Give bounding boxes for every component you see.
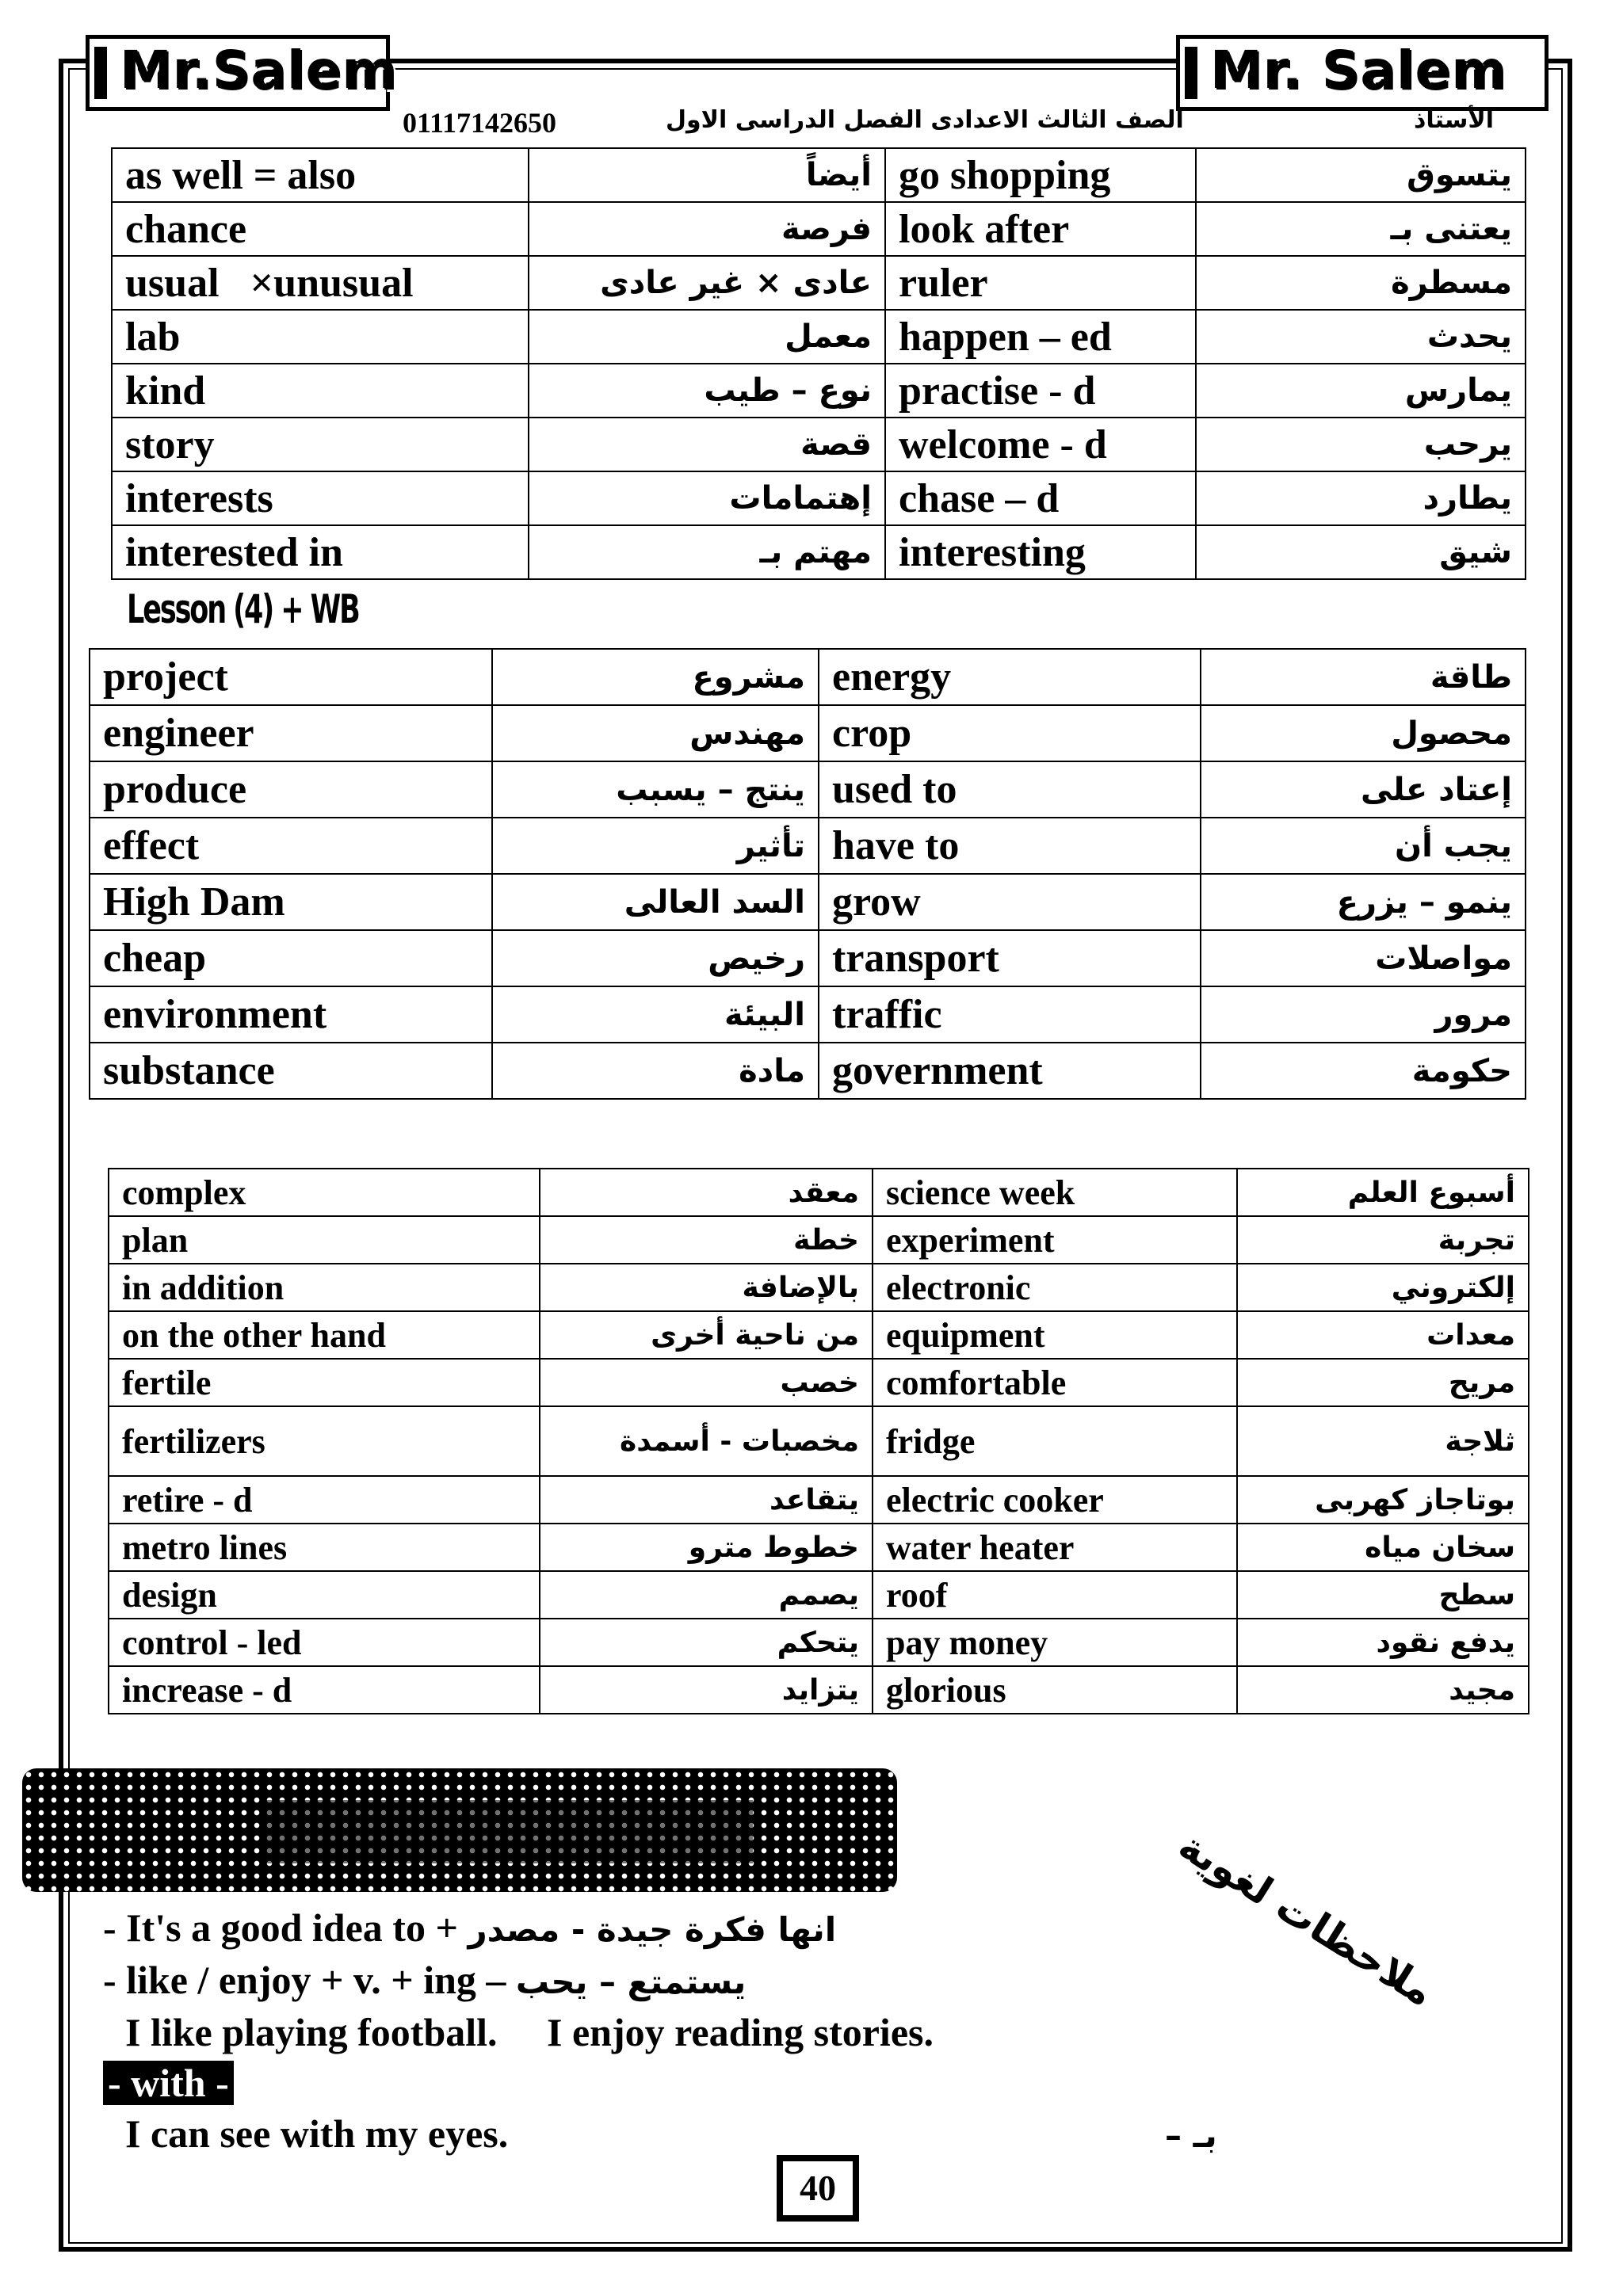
word-en: on the other hand (109, 1311, 540, 1359)
table-row (112, 364, 1526, 418)
word-en: equipment (873, 1311, 1237, 1359)
note-line-2-ar: يستمتع – يحب (515, 1962, 747, 2001)
word-ar: طاقة (1201, 649, 1526, 705)
word-ar: إلكتروني (1237, 1264, 1529, 1311)
word-ar: سخان مياه (1237, 1524, 1529, 1571)
word-en: happen – ed (885, 310, 1196, 364)
table-row (112, 202, 1526, 256)
table-row (90, 761, 1526, 818)
word-en: practise - d (885, 364, 1196, 418)
word-ar: يتحكم (540, 1619, 873, 1666)
word-ar: يتقاعد (540, 1476, 873, 1524)
word-ar: محصول (1201, 705, 1526, 761)
word-en: control - led (109, 1619, 540, 1666)
word-en: in addition (109, 1264, 540, 1311)
word-ar: ينتج – يسبب (492, 761, 819, 818)
lesson-heading: Lesson (4) + WB (127, 586, 359, 632)
table-row (109, 1311, 1529, 1359)
note-line-1-en: - It's a good idea to + (103, 1905, 458, 1950)
word-ar: معقد (540, 1169, 873, 1216)
teacher-label: الأستاذ (1414, 106, 1495, 134)
note-line-4: I can see with my eyes. (125, 2111, 509, 2156)
word-ar: تجربة (1237, 1216, 1529, 1264)
word-en: engineer (90, 705, 492, 761)
word-ar: مواصلات (1201, 930, 1526, 986)
word-en: substance (90, 1043, 492, 1099)
word-en: chance (112, 202, 529, 256)
table-row (109, 1406, 1529, 1476)
table-row (112, 256, 1526, 310)
word-ar: ثلاجة (1237, 1406, 1529, 1476)
word-ar: يرحب (1196, 418, 1526, 471)
word-ar: إعتاد على (1201, 761, 1526, 818)
table-row (109, 1666, 1529, 1714)
vocab-table-3 (108, 1168, 1529, 1714)
word-en: roof (873, 1571, 1237, 1619)
word-ar: خصب (540, 1359, 873, 1406)
word-en: water heater (873, 1524, 1237, 1571)
word-ar: معدات (1237, 1311, 1529, 1359)
word-en: chase – d (885, 471, 1196, 525)
word-en: crop (819, 705, 1201, 761)
word-ar: ينمو – يزرع (1201, 874, 1526, 930)
word-en: kind (112, 364, 529, 418)
table-row (109, 1359, 1529, 1406)
table-row (90, 649, 1526, 705)
word-en: project (90, 649, 492, 705)
word-en: cheap (90, 930, 492, 986)
word-en: retire - d (109, 1476, 540, 1524)
word-en: comfortable (873, 1359, 1237, 1406)
word-ar: يطارد (1196, 471, 1526, 525)
word-en: electric cooker (873, 1476, 1237, 1524)
word-ar: قصة (529, 418, 885, 471)
word-en: metro lines (109, 1524, 540, 1571)
word-en: glorious (873, 1666, 1237, 1714)
note-line-4-ar: بـ – (1165, 2116, 1217, 2155)
word-ar: فرصة (529, 202, 885, 256)
word-en: fertilizers (109, 1406, 540, 1476)
table-row (90, 818, 1526, 874)
word-ar: يتسوق (1196, 148, 1526, 202)
table-row (109, 1476, 1529, 1524)
word-en: transport (819, 930, 1201, 986)
word-ar: يصمم (540, 1571, 873, 1619)
word-en: effect (90, 818, 492, 874)
word-en: usual ×unusual (112, 256, 529, 310)
word-ar: يتزايد (540, 1666, 873, 1714)
word-ar: مسطرة (1196, 256, 1526, 310)
note-line-2-en: - like / enjoy + v. + ing – (103, 1958, 506, 2002)
note-with-label (103, 2060, 234, 2106)
table-row (112, 525, 1526, 579)
table-row (109, 1216, 1529, 1264)
table-row (109, 1571, 1529, 1619)
banner-shade (262, 1800, 753, 1863)
word-en: energy (819, 649, 1201, 705)
word-en: ruler (885, 256, 1196, 310)
word-ar: البيئة (492, 986, 819, 1043)
note-line-2 (103, 1957, 746, 2003)
table-row (112, 471, 1526, 525)
word-en: interests (112, 471, 529, 525)
word-ar: السد العالى (492, 874, 819, 930)
word-en: experiment (873, 1216, 1237, 1264)
word-ar: مهتم بـ (529, 525, 885, 579)
word-ar: مرور (1201, 986, 1526, 1043)
word-en: story (112, 418, 529, 471)
table-row (109, 1264, 1529, 1311)
word-ar: نوع – طيب (529, 364, 885, 418)
table-row (90, 930, 1526, 986)
vocab-table-1 (111, 147, 1526, 580)
word-en: produce (90, 761, 492, 818)
word-ar: تأثير (492, 818, 819, 874)
word-ar: خطة (540, 1216, 873, 1264)
word-en: traffic (819, 986, 1201, 1043)
note-line-3: I like playing football. I enjoy reading stories. (125, 2010, 934, 2054)
word-en: electronic (873, 1264, 1237, 1311)
table-row (90, 1043, 1526, 1099)
word-ar: شيق (1196, 525, 1526, 579)
word-en: government (819, 1043, 1201, 1099)
word-en: interesting (885, 525, 1196, 579)
grade-term: الصف الثالث الاعدادى الفصل الدراسى الاول (666, 106, 1184, 134)
word-ar: بوتاجاز كهربى (1237, 1476, 1529, 1524)
note-line-1-ar: انها فكرة جيدة - مصدر (468, 1910, 837, 1949)
table-row (112, 418, 1526, 471)
word-en: have to (819, 818, 1201, 874)
word-en: pay money (873, 1619, 1237, 1666)
logo-right: Mr. Salem (1176, 35, 1549, 111)
word-en: science week (873, 1169, 1237, 1216)
word-ar: يمارس (1196, 364, 1526, 418)
page-number: 40 (777, 2155, 859, 2222)
word-ar: خطوط مترو (540, 1524, 873, 1571)
vocab-table-2 (89, 648, 1526, 1100)
word-ar: مخصبات - أسمدة (540, 1406, 873, 1476)
word-en: used to (819, 761, 1201, 818)
table-row (109, 1619, 1529, 1666)
word-en: as well = also (112, 148, 529, 202)
word-ar: مهندس (492, 705, 819, 761)
word-en: interested in (112, 525, 529, 579)
table-row (90, 705, 1526, 761)
word-ar: يدفع نقود (1237, 1619, 1529, 1666)
word-en: grow (819, 874, 1201, 930)
word-en: look after (885, 202, 1196, 256)
word-en: increase - d (109, 1666, 540, 1714)
word-ar: سطح (1237, 1571, 1529, 1619)
table-row (90, 986, 1526, 1043)
word-ar: يحدث (1196, 310, 1526, 364)
phone-number: 01117142650 (403, 107, 557, 139)
word-ar: بالإضافة (540, 1264, 873, 1311)
word-en: lab (112, 310, 529, 364)
word-en: High Dam (90, 874, 492, 930)
table-row (109, 1169, 1529, 1216)
note-line-1 (103, 1905, 836, 1951)
table-row (112, 310, 1526, 364)
word-en: design (109, 1571, 540, 1619)
word-en: plan (109, 1216, 540, 1264)
word-ar: أسبوع العلم (1237, 1169, 1529, 1216)
word-ar: أيضاً (529, 148, 885, 202)
word-ar: من ناحية أخرى (540, 1311, 873, 1359)
table-row (112, 148, 1526, 202)
word-ar: مشروع (492, 649, 819, 705)
word-en: fertile (109, 1359, 540, 1406)
table-row (90, 874, 1526, 930)
word-en: welcome - d (885, 418, 1196, 471)
logo-left: Mr.Salem (86, 35, 390, 111)
word-ar: عادى × غير عادى (529, 256, 885, 310)
word-ar: رخيص (492, 930, 819, 986)
word-ar: مجيد (1237, 1666, 1529, 1714)
word-ar: حكومة (1201, 1043, 1526, 1099)
word-en: go shopping (885, 148, 1196, 202)
word-en: fridge (873, 1406, 1237, 1476)
with-label: - with - (103, 2061, 234, 2105)
word-ar: إهتمامات (529, 471, 885, 525)
notes-title: ملاحظات لغوية (1170, 1822, 1442, 2016)
word-ar: يجب أن (1201, 818, 1526, 874)
word-en: environment (90, 986, 492, 1043)
word-ar: معمل (529, 310, 885, 364)
word-ar: مريح (1237, 1359, 1529, 1406)
word-en: complex (109, 1169, 540, 1216)
word-ar: مادة (492, 1043, 819, 1099)
word-ar: يعتنى بـ (1196, 202, 1526, 256)
table-row (109, 1524, 1529, 1571)
